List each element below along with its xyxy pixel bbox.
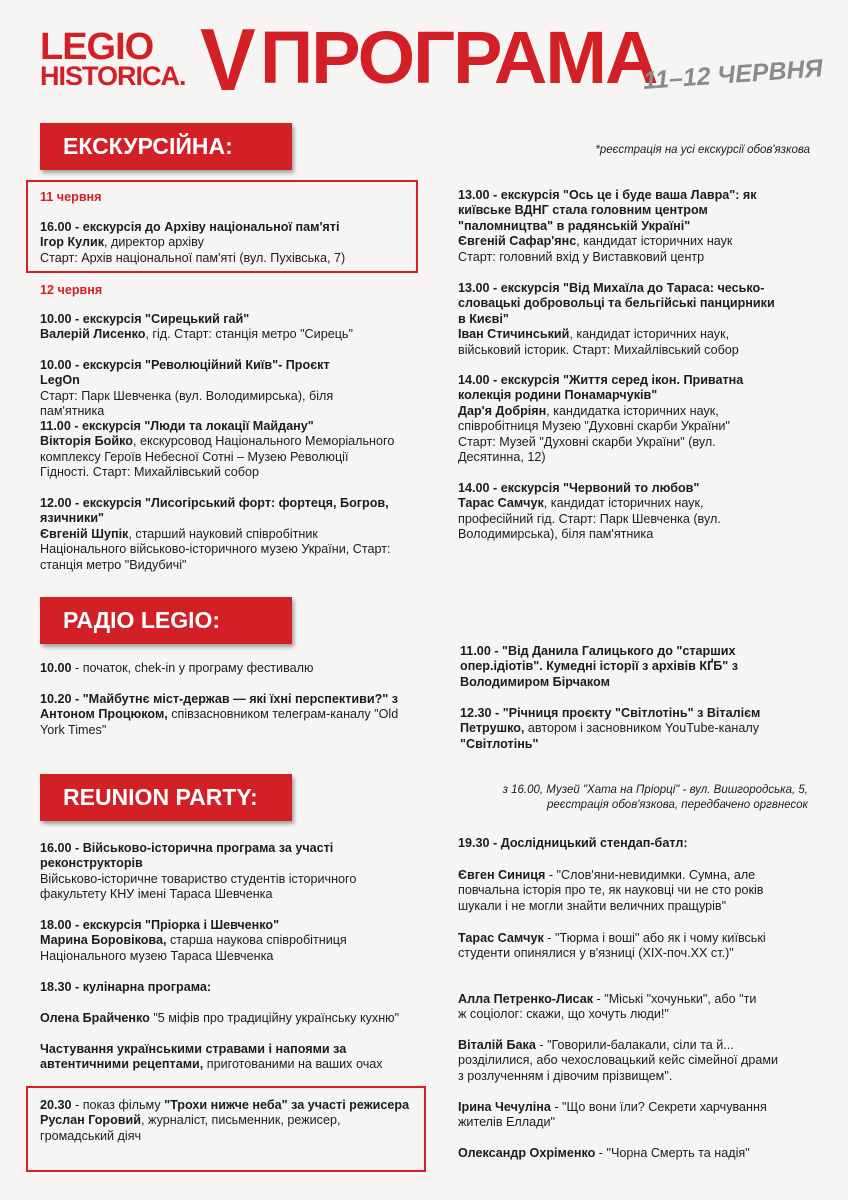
party-item [40,1011,440,1026]
item-heading: 10.00 [40,661,72,675]
item-text: "5 міфів про традиційну українську кухню" [149,1011,400,1025]
item-heading: 12.30 - "Річниця проєкту "Світлотінь" з Віталієм Петрушко, [460,706,761,736]
item-speaker: Віталій Бака [458,1038,536,1052]
logo-historica: HISTORICA. [40,61,186,91]
item-text: автором і засновником YouTube-каналу [524,721,760,736]
item-speaker: Євгеній Сафар'янс [458,234,577,249]
radio-item [460,644,770,690]
party-banner: REUNION PARTY: [40,774,292,821]
item-heading: "Трохи нижче неба" за участі режисера [164,1098,410,1112]
logo-numeral: V [200,10,252,109]
page-title: ПРОГРАМА [260,16,657,99]
party-item [458,868,778,914]
item-text: - "Міські "хочуньки", або "ти ж соціолог: скажи, що хочуть люди!" [458,992,757,1022]
item-start: Старт: Архів національної пам'яті (вул. Пухівська, 7) [40,250,346,265]
item-heading: 11.00 - екскурсія "Люди та локації Майдану" [40,419,314,433]
excursion-item [458,373,773,465]
item-start: Старт: Музей "Духовні скарби України" (вул. Десятинна, 12) [458,434,716,465]
item-speaker: Іван Стичинський [458,327,570,342]
party-item [40,918,390,964]
item-speaker: Валерій Лисенко [40,327,146,342]
radio-item [460,706,780,752]
item-heading: "Світлотінь" [460,736,539,751]
item-speaker: Євгеній Шупік [40,526,129,541]
item-text: - "Чорна Смерть та надія" [595,1146,750,1160]
item-heading: 19.30 - Дослідницький стендап-батл: [458,836,688,850]
item-text: Старт: Парк Шевченка (вул. Володимирська), біля пам'ятника [40,388,334,419]
item-text: - початок, chek-in у програму фестивалю [71,661,314,675]
item-heading: 18.30 - кулінарна програма: [40,980,212,994]
item-text: , директор архіву [104,235,204,250]
item-speaker: Руслан Горовий [40,1113,142,1128]
item-heading: 16.00 - екскурсія до Архіву національної пам'яті [40,220,340,234]
party-item [458,931,768,962]
party-note [420,783,808,813]
item-heading: 13.00 - екскурсія "Ось це і буде ваша Лавра": як київське ВДНГ стала головним центром "паломництва" в радянській Україні" [458,188,757,233]
item-speaker: Тарас Самчук [458,931,544,945]
item-speaker: Алла Петренко-Лисак [458,992,594,1006]
item-speaker: Вікторія Бойко [40,434,133,449]
radio-banner: РАДІО LEGIO: [40,597,292,644]
item-text: приготованими на ваших очах [203,1057,383,1072]
excursion-item [458,281,778,358]
item-speaker: Олена Брайченко [40,1011,150,1025]
party-item [40,1042,420,1073]
excursion-item [458,481,768,543]
excursion-item [40,358,370,420]
item-heading: 20.30 [40,1098,72,1112]
item-speaker: Дар'я Добріян [458,403,547,418]
radio-item [40,692,425,738]
item-heading: Частування українськими стравами і напоями за автентичними рецептами, [40,1042,347,1072]
excursion-item [40,419,400,481]
item-speaker: Євген Синиця [458,868,546,882]
item-text: - "Що вони їли? Секрети харчування жителів Еллади" [458,1100,767,1130]
party-note-line: з 16.00, Музей "Хата на Пріорці" - вул. Вишгородська, 5, [502,784,808,796]
item-text: , кандидатка історичних наук, співробітниця Музею "Духовні скарби України" [458,403,730,434]
party-item [458,1100,778,1131]
item-heading: 16.00 - Військово-історична програма за участі реконструкторів [40,841,334,871]
item-text: - показ фільму [71,1098,165,1112]
item-text: старша наукова співробітниця Національного музею Тараса Шевченка [40,933,347,963]
item-heading: 14.00 - екскурсія "Червоний то любов" [458,481,700,495]
item-speaker: Тарас Самчук [458,496,544,511]
party-item [40,1098,410,1144]
excursions-banner: ЕКСКУРСІЙНА: [40,123,292,170]
item-text: , журналіст, письменник, режисер, громадський діяч [40,1113,341,1143]
party-item [40,841,400,903]
logo-legio: LEGIO [40,26,154,68]
party-item [458,1146,788,1161]
item-start: Старт: головний вхід у Виставковий центр [458,249,705,264]
item-heading: 11.00 - "Від Данила Галицького до "старших опер.ідіотів". Кумедні історії з архівів КҐБ" з Володимиром Бірчаком [460,644,738,689]
item-speaker: Марина Боровікова, [40,933,167,948]
day-label-12: 12 червня [40,283,103,297]
excursion-item [40,220,412,266]
item-heading: 10.20 - "Майбутнє міст-держав — які їхні перспективи?" з Антоном Процюком, [40,692,399,722]
party-item [458,1038,780,1084]
item-text: , кандидат історичних наук, професійний гід. Старт: Парк Шевченка (вул. Володимирська), біля пам'ятника [458,496,721,542]
excursion-item [40,312,410,343]
radio-item [40,661,420,676]
item-text: - "Говорили-балакали, сіли та й... розділилися, або чехословацький кейс сімейної драми з розлученням і дівочим прізвищем". [458,1038,779,1083]
excursion-item [458,188,778,265]
day-label-11: 11 червня [40,190,102,204]
item-heading: 14.00 - екскурсія "Життя серед ікон. Приватна колекція родини Понамарчуків" [458,373,744,403]
item-text: Військово-історичне товариство студентів історичного факультету КНУ імені Тараса Шевченка [40,871,357,902]
item-text: , кандидат історичних наук, військовий історик. Старт: Михайлівський собор [458,327,739,357]
item-text: - "Тюрма і воші" або як і чому київські студенти опинялися у в'язниці (XIX-поч.XX ст.)" [458,931,766,961]
excursion-item [40,496,400,573]
item-text: , гід. Старт: станція метро "Сирець" [145,327,353,342]
party-item [458,836,788,851]
item-speaker: Ігор Кулик [40,235,105,250]
item-text: , кандидат історичних наук [576,234,733,249]
item-text: - "Слов'яни-невидимки. Сумна, але повчальна історія про те, як науковці чи не сто років шукали і не могли знайти величних пращурів" [458,868,764,913]
item-heading: 10.00 - екскурсія "Революційний Київ"- Проєкт LegOn [40,358,330,388]
item-speaker: Ірина Чечуліна [458,1100,551,1114]
event-dates: 11–12 ЧЕРВНЯ [642,54,824,95]
item-text: , екскурсовод Національного Меморіального комплексу Героїв Небесної Сотні – Музею Революції Гідності. Старт: Михайлівський собор [40,434,395,480]
item-speaker: Олександр Охріменко [458,1146,596,1160]
item-heading: 18.00 - екскурсія "Пріорка і Шевченко" [40,918,280,932]
item-text: , старший науковий співробітник Національного військово-історичного музею України, Старт: станція метро "Видубичі" [40,526,391,572]
party-item [458,992,758,1023]
excursions-note: *реєстрація на усі екскурсії обов'язкова [595,144,810,156]
item-text: співзасновником телеграм-каналу "Old York Times" [40,707,399,737]
party-note-line: реєстрація обов'язкова, передбачено оргвнесок [546,799,808,811]
item-heading: 12.00 - екскурсія "Лисогірський форт: фортеця, Богров, язичники" [40,496,389,526]
item-heading: 10.00 - екскурсія "Сирецький гай" [40,312,250,326]
party-item [40,980,400,995]
item-heading: 13.00 - екскурсія "Від Михаїла до Тараса: чесько-словацькі добровольці та бельгійські панцирники в Києві" [458,281,775,326]
